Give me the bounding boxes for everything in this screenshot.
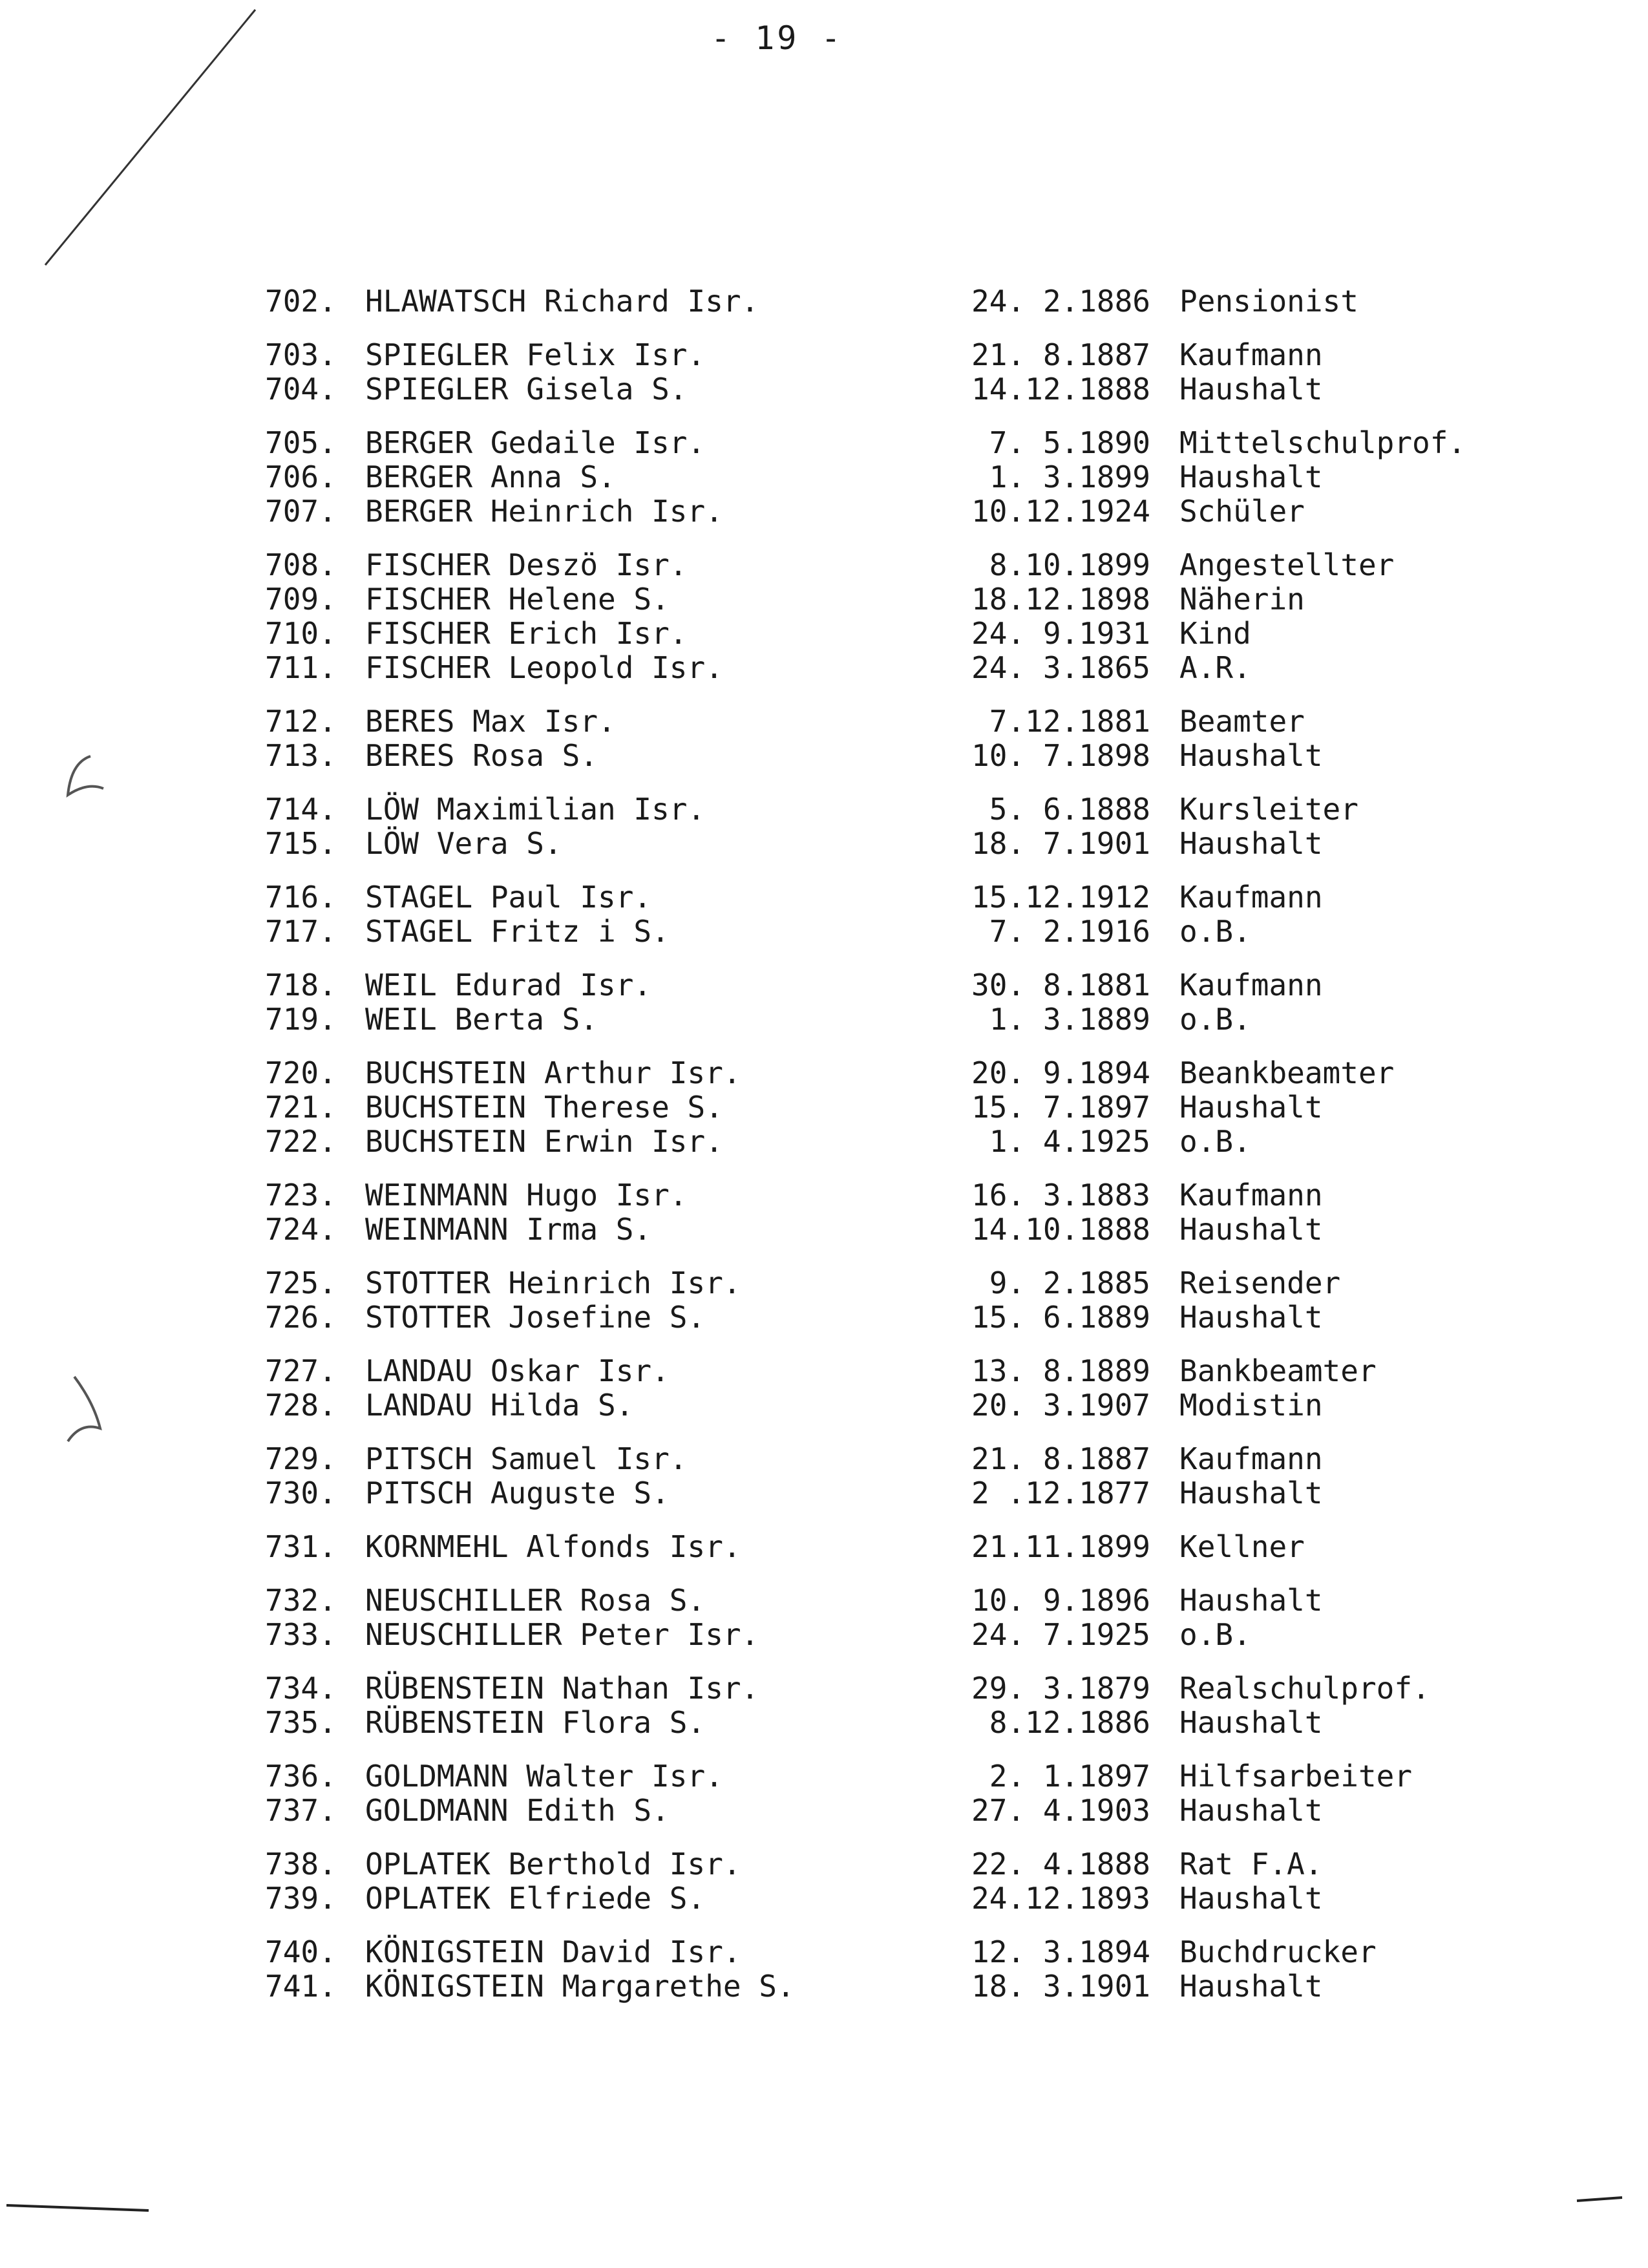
occupation: Haushalt [1179, 1793, 1323, 1828]
register-entry [265, 1969, 1532, 2004]
family-group [265, 968, 1532, 1037]
entry-number: 731. [265, 1529, 337, 1564]
register-entry [265, 1354, 1532, 1388]
register-entry [265, 1706, 1532, 1740]
family-group [265, 284, 1532, 319]
entry-number: 730. [265, 1476, 337, 1510]
person-name: BERGER Heinrich Isr. [365, 494, 723, 529]
occupation: Kursleiter [1179, 792, 1358, 827]
occupation: Haushalt [1179, 460, 1323, 494]
family-group [265, 338, 1532, 407]
person-name: NEUSCHILLER Peter Isr. [365, 1617, 759, 1652]
person-name: KORNMEHL Alfonds Isr. [365, 1529, 741, 1564]
entry-number: 715. [265, 826, 337, 861]
register-entry [265, 880, 1532, 915]
person-name: STAGEL Paul Isr. [365, 880, 652, 915]
birth-date: 21. 8.1887 [971, 337, 1150, 372]
birth-date: 13. 8.1889 [971, 1353, 1150, 1388]
person-name: BERES Rosa S. [365, 738, 598, 773]
occupation: Haushalt [1179, 1969, 1323, 2004]
occupation: A.R. [1179, 650, 1251, 685]
entry-number: 710. [265, 616, 337, 651]
register-entry [265, 1056, 1532, 1090]
person-name: FISCHER Erich Isr. [365, 616, 688, 651]
entry-number: 704. [265, 372, 337, 407]
occupation: Beamter [1179, 704, 1305, 739]
entry-number: 729. [265, 1441, 337, 1476]
entry-number: 716. [265, 880, 337, 915]
birth-date: 10.12.1924 [971, 494, 1150, 529]
birth-date: 12. 3.1894 [971, 1934, 1150, 1969]
occupation: Haushalt [1179, 1212, 1323, 1247]
entry-number: 738. [265, 1847, 337, 1881]
family-group [265, 705, 1532, 773]
birth-date: 24. 7.1925 [971, 1617, 1150, 1652]
person-name: KÖNIGSTEIN Margarethe S. [365, 1969, 795, 2004]
family-group [265, 792, 1532, 861]
register-entry [265, 548, 1532, 582]
person-name: GOLDMANN Edith S. [365, 1793, 670, 1828]
register-entry [265, 1266, 1532, 1300]
entry-number: 706. [265, 460, 337, 494]
entry-number: 739. [265, 1881, 337, 1916]
register-entry [265, 460, 1532, 494]
register-entry [265, 1125, 1532, 1159]
birth-date: 7. 5.1890 [989, 425, 1150, 460]
occupation: Haushalt [1179, 1881, 1323, 1916]
register-entry [265, 651, 1532, 685]
birth-date: 14.12.1888 [971, 372, 1150, 407]
birth-date: 5. 6.1888 [989, 792, 1150, 827]
register-entry [265, 617, 1532, 651]
occupation: Schüler [1179, 494, 1305, 529]
person-name: LANDAU Hilda S. [365, 1388, 634, 1423]
person-name: LÖW Vera S. [365, 826, 562, 861]
register-entry [265, 1881, 1532, 1916]
birth-date: 7.12.1881 [989, 704, 1150, 739]
occupation: o.B. [1179, 1617, 1251, 1652]
page-number: - 19 - [711, 19, 843, 57]
person-name: WEINMANN Hugo Isr. [365, 1178, 688, 1213]
register-entry [265, 1388, 1532, 1423]
person-name: SPIEGLER Gisela S. [365, 372, 688, 407]
person-name: FISCHER Leopold Isr. [365, 650, 723, 685]
occupation: Bankbeamter [1179, 1353, 1377, 1388]
register-entry [265, 494, 1532, 529]
birth-date: 1. 3.1889 [989, 1002, 1150, 1037]
birth-date: 2. 1.1897 [989, 1759, 1150, 1794]
person-name: BUCHSTEIN Erwin Isr. [365, 1124, 723, 1159]
occupation: Pensionist [1179, 284, 1358, 319]
birth-date: 7. 2.1916 [989, 914, 1150, 949]
register-entry [265, 1759, 1532, 1794]
entry-number: 741. [265, 1969, 337, 2004]
person-name: BERGER Anna S. [365, 460, 616, 494]
family-group [265, 1671, 1532, 1740]
person-name: NEUSCHILLER Rosa S. [365, 1583, 706, 1618]
person-name: LÖW Maximilian Isr. [365, 792, 706, 827]
birth-date: 9. 2.1885 [989, 1266, 1150, 1300]
occupation: Haushalt [1179, 738, 1323, 773]
occupation: o.B. [1179, 1002, 1251, 1037]
birth-date: 24. 3.1865 [971, 650, 1150, 685]
birth-date: 30. 8.1881 [971, 968, 1150, 1002]
occupation: Kaufmann [1179, 1441, 1323, 1476]
person-name: FISCHER Helene S. [365, 582, 670, 617]
entry-number: 709. [265, 582, 337, 617]
person-name: GOLDMANN Walter Isr. [365, 1759, 723, 1794]
entry-number: 737. [265, 1793, 337, 1828]
person-name: STOTTER Heinrich Isr. [365, 1266, 741, 1300]
family-group [265, 1530, 1532, 1564]
person-name: PITSCH Auguste S. [365, 1476, 670, 1510]
birth-date: 16. 3.1883 [971, 1178, 1150, 1213]
register-entry [265, 968, 1532, 1002]
register-entry [265, 1442, 1532, 1476]
entry-number: 703. [265, 337, 337, 372]
register-entry [265, 739, 1532, 773]
entry-number: 724. [265, 1212, 337, 1247]
register-entry [265, 915, 1532, 949]
occupation: Kaufmann [1179, 1178, 1323, 1213]
family-group [265, 1759, 1532, 1828]
entry-number: 714. [265, 792, 337, 827]
person-name: LANDAU Oskar Isr. [365, 1353, 670, 1388]
family-group [265, 1584, 1532, 1652]
entry-number: 735. [265, 1705, 337, 1740]
entry-number: 720. [265, 1055, 337, 1090]
person-name: BUCHSTEIN Therese S. [365, 1090, 723, 1125]
birth-date: 15. 6.1889 [971, 1300, 1150, 1335]
entry-number: 708. [265, 547, 337, 582]
entry-number: 717. [265, 914, 337, 949]
birth-date: 24. 9.1931 [971, 616, 1150, 651]
birth-date: 10. 7.1898 [971, 738, 1150, 773]
family-group [265, 1847, 1532, 1916]
person-name: BERGER Gedaile Isr. [365, 425, 706, 460]
occupation: Modistin [1179, 1388, 1323, 1423]
occupation: Haushalt [1179, 826, 1323, 861]
register-entry [265, 1178, 1532, 1213]
entry-number: 726. [265, 1300, 337, 1335]
occupation: Angestellter [1179, 547, 1395, 582]
person-name: WEIL Edurad Isr. [365, 968, 652, 1002]
birth-date: 15.12.1912 [971, 880, 1150, 915]
family-group [265, 1266, 1532, 1335]
entry-number: 721. [265, 1090, 337, 1125]
person-name: STAGEL Fritz i S. [365, 914, 670, 949]
occupation: Haushalt [1179, 1476, 1323, 1510]
person-name: HLAWATSCH Richard Isr. [365, 284, 759, 319]
occupation: o.B. [1179, 914, 1251, 949]
person-name: OPLATEK Elfriede S. [365, 1881, 706, 1916]
occupation: Haushalt [1179, 1090, 1323, 1125]
person-name: FISCHER Deszö Isr. [365, 547, 688, 582]
family-group [265, 1056, 1532, 1159]
family-group [265, 1178, 1532, 1247]
register-entry [265, 1090, 1532, 1125]
register-entry [265, 284, 1532, 319]
occupation: Hilfsarbeiter [1179, 1759, 1413, 1794]
register-entry [265, 426, 1532, 460]
register-entry [265, 792, 1532, 827]
entry-number: 723. [265, 1178, 337, 1213]
occupation: Beankbeamter [1179, 1055, 1395, 1090]
person-name: SPIEGLER Felix Isr. [365, 337, 706, 372]
occupation: Haushalt [1179, 1300, 1323, 1335]
birth-date: 2 .12.1877 [971, 1476, 1150, 1510]
occupation: Haushalt [1179, 1705, 1323, 1740]
entry-number: 727. [265, 1353, 337, 1388]
entry-number: 705. [265, 425, 337, 460]
occupation: Buchdrucker [1179, 1934, 1377, 1969]
register-entry [265, 827, 1532, 861]
birth-date: 15. 7.1897 [971, 1090, 1150, 1125]
birth-date: 21.11.1899 [971, 1529, 1150, 1564]
birth-date: 22. 4.1888 [971, 1847, 1150, 1881]
entry-number: 732. [265, 1583, 337, 1618]
birth-date: 8.12.1886 [989, 1705, 1150, 1740]
family-group [265, 1442, 1532, 1510]
entry-number: 718. [265, 968, 337, 1002]
register-entry [265, 1213, 1532, 1247]
birth-date: 1. 4.1925 [989, 1124, 1150, 1159]
birth-date: 20. 9.1894 [971, 1055, 1150, 1090]
entry-number: 728. [265, 1388, 337, 1423]
person-name: PITSCH Samuel Isr. [365, 1441, 688, 1476]
register-entry [265, 1671, 1532, 1706]
register-entry [265, 1476, 1532, 1510]
register-entry [265, 582, 1532, 617]
birth-date: 18. 7.1901 [971, 826, 1150, 861]
person-name: BUCHSTEIN Arthur Isr. [365, 1055, 741, 1090]
family-group [265, 1354, 1532, 1423]
register-entry [265, 1847, 1532, 1881]
occupation: Kellner [1179, 1529, 1305, 1564]
occupation: o.B. [1179, 1124, 1251, 1159]
birth-date: 10. 9.1896 [971, 1583, 1150, 1618]
family-group [265, 426, 1532, 529]
entry-number: 740. [265, 1934, 337, 1969]
person-name: WEINMANN Irma S. [365, 1212, 652, 1247]
entry-number: 711. [265, 650, 337, 685]
family-group [265, 1935, 1532, 2004]
entry-number: 707. [265, 494, 337, 529]
register-entry [265, 1002, 1532, 1037]
occupation: Kaufmann [1179, 337, 1323, 372]
entry-number: 733. [265, 1617, 337, 1652]
person-name: RÜBENSTEIN Flora S. [365, 1705, 706, 1740]
person-name: STOTTER Josefine S. [365, 1300, 706, 1335]
birth-date: 24.12.1893 [971, 1881, 1150, 1916]
register-entry [265, 1300, 1532, 1335]
register-entry [265, 1935, 1532, 1969]
entry-number: 712. [265, 704, 337, 739]
register-entry [265, 338, 1532, 372]
register-entry [265, 1794, 1532, 1828]
occupation: Haushalt [1179, 372, 1323, 407]
occupation: Kaufmann [1179, 968, 1323, 1002]
entry-number: 719. [265, 1002, 337, 1037]
register-entry [265, 372, 1532, 407]
occupation: Mittelschulprof. [1179, 425, 1466, 460]
entry-number: 713. [265, 738, 337, 773]
birth-date: 27. 4.1903 [971, 1793, 1150, 1828]
occupation: Realschulprof. [1179, 1671, 1430, 1706]
occupation: Rat F.A. [1179, 1847, 1323, 1881]
register-list [265, 284, 1532, 2023]
person-name: WEIL Berta S. [365, 1002, 598, 1037]
birth-date: 29. 3.1879 [971, 1671, 1150, 1706]
occupation: Haushalt [1179, 1583, 1323, 1618]
entry-number: 736. [265, 1759, 337, 1794]
birth-date: 18.12.1898 [971, 582, 1150, 617]
occupation: Reisender [1179, 1266, 1341, 1300]
register-entry [265, 1618, 1532, 1652]
birth-date: 8.10.1899 [989, 547, 1150, 582]
entry-number: 734. [265, 1671, 337, 1706]
family-group [265, 880, 1532, 949]
birth-date: 21. 8.1887 [971, 1441, 1150, 1476]
person-name: OPLATEK Berthold Isr. [365, 1847, 741, 1881]
birth-date: 20. 3.1907 [971, 1388, 1150, 1423]
family-group [265, 548, 1532, 685]
person-name: BERES Max Isr. [365, 704, 616, 739]
occupation: Näherin [1179, 582, 1305, 617]
register-entry [265, 705, 1532, 739]
birth-date: 24. 2.1886 [971, 284, 1150, 319]
birth-date: 1. 3.1899 [989, 460, 1150, 494]
entry-number: 702. [265, 284, 337, 319]
register-entry [265, 1584, 1532, 1618]
entry-number: 722. [265, 1124, 337, 1159]
register-entry [265, 1530, 1532, 1564]
entry-number: 725. [265, 1266, 337, 1300]
person-name: KÖNIGSTEIN David Isr. [365, 1934, 741, 1969]
birth-date: 14.10.1888 [971, 1212, 1150, 1247]
occupation: Kind [1179, 616, 1251, 651]
occupation: Kaufmann [1179, 880, 1323, 915]
birth-date: 18. 3.1901 [971, 1969, 1150, 2004]
person-name: RÜBENSTEIN Nathan Isr. [365, 1671, 759, 1706]
